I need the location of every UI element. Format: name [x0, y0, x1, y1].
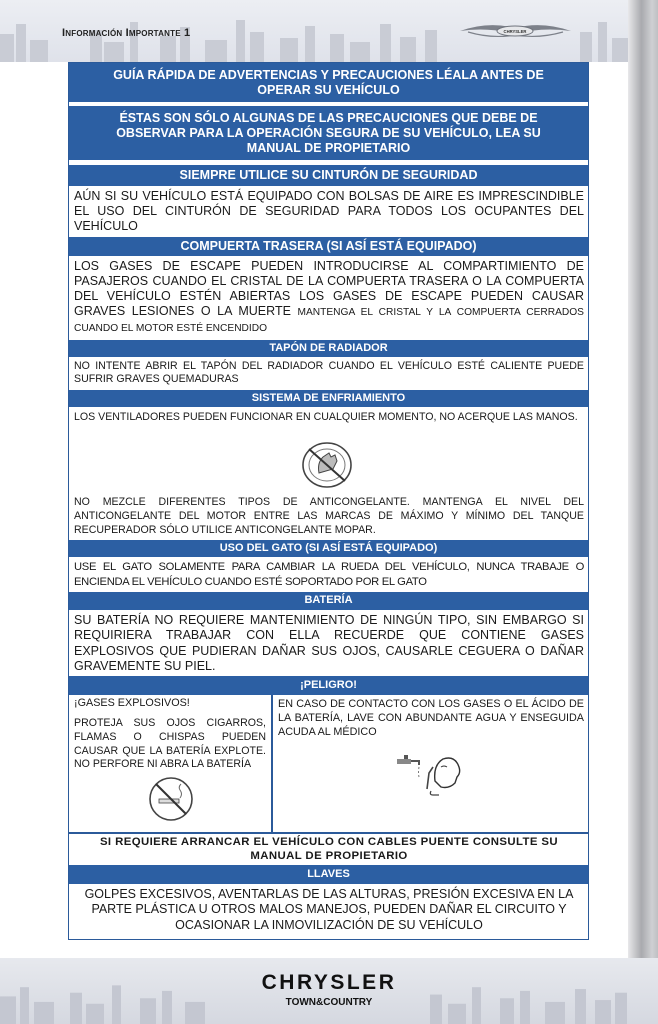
jack-title: USO DEL GATO (SI ASÍ ESTÁ EQUIPADO) — [69, 540, 588, 557]
cooling-text-fans: LOS VENTILADORES PUEDEN FUNCIONAR EN CUALQUIER MOMENTO, NO ACERQUE LAS MANOS. — [74, 411, 578, 423]
keys-text: GOLPES EXCESIVOS, AVENTARLAS DE LAS ALTURAS, PRESIÓN EXCESIVA EN LA PARTE PLÁSTICA U OTROS MALOS MANEJOS, PUEDEN DAÑAR EL CIRCUITO Y OCASIONAR LA INMOVILIZACIÓN DE SU VEHÍCULO — [84, 887, 574, 932]
tailgate-text-small: MANTENGA EL CRISTAL Y LA COMPUERTA CERRADOS CUANDO EL MOTOR ESTÉ ENCENDIDO — [74, 307, 584, 334]
footer-model: TOWN&COUNTRY — [285, 997, 373, 1008]
battery-text: SU BATERÍA NO REQUIERE MANTENIMIENTO DE NINGÚN TIPO, SIN EMBARGO SI REQUIRIERA TRABAJAR CON ELLA RECUERDE QUE CONTIENE GASES EXPLOSIVOS QUE PUDIERAN DAÑAR SUS OJOS, CAUSARLE CEGUERA O DAÑAR GRAVEMENTE SU PIEL. — [74, 613, 584, 674]
no-fan-hand-icon — [299, 439, 355, 491]
danger-column-divider — [271, 695, 273, 832]
seatbelt-text: AÚN SI SU VEHÍCULO ESTÁ EQUIPADO CON BOLSAS DE AIRE ES IMPRESCINDIBLE EL USO DEL CINTURÓN DE SEGURIDAD PARA TODOS LOS OCUPANTES DEL VEHÍCULO — [74, 189, 584, 233]
intro-banner: ÉSTAS SON SÓLO ALGUNAS DE LAS PRECAUCIONES QUE DEBE DE OBSERVAR PARA LA OPERACIÓN SEGURA DE SU VEHÍCULO, LEA SU MANUAL DE PROPIETARIO — [69, 106, 588, 160]
cooling-text-antifreeze: NO MEZCLE DIFERENTES TIPOS DE ANTICONGELANTE. MANTENGA EL NIVEL DEL ANTICONGELANTE DEL MOTOR ENTRE LAS MARCAS DE MÁXIMO Y MÍNIMO DEL TANQUE RECUPERADOR SÓLO UTILICE ANTICONGELANTE MOPAR. — [74, 496, 584, 536]
page-header — [0, 0, 658, 62]
chrysler-wing-logo — [458, 18, 573, 44]
tailgate-title: COMPUERTA TRASERA (SI ASÍ ESTÁ EQUIPADO) — [69, 237, 588, 256]
danger-left-text: PROTEJA SUS OJOS CIGARROS, FLAMAS O CHISPAS PUEDEN CAUSAR QUE LA BATERÍA EXPLOTE. NO PERFORE NI ABRA LA BATERÍA — [74, 717, 266, 771]
tailgate-text-main: LOS GASES DE ESCAPE PUEDEN INTRODUCIRSE AL COMPARTIMIENTO DE PASAJEROS CUANDO EL CRISTAL DE LA COMPUERTA TRASERA O LA COMPUERTA DEL VEHÍCULO ESTÉN ABIERTAS LOS GASES DE ESCAPE PUEDEN CAUSAR GRAVES LESIONES O LA MUERTE — [74, 259, 584, 319]
radiator-title: TAPÓN DE RADIADOR — [69, 340, 588, 357]
no-smoking-icon — [147, 775, 195, 823]
seatbelt-title: SIEMPRE UTILICE SU CINTURÓN DE SEGURIDAD — [69, 165, 588, 186]
jumpstart-text: SI REQUIERE ARRANCAR EL VEHÍCULO CON CABLES PUENTE CONSULTE SU MANUAL DE PROPIETARIO — [99, 836, 559, 863]
battery-title: BATERÍA — [69, 592, 588, 610]
radiator-text: NO INTENTE ABRIR EL TAPÓN DEL RADIADOR CUANDO EL VEHÍCULO ESTÉ CALIENTE PUEDE SUFRIR GRAVES QUEMADURAS — [74, 360, 584, 385]
danger-right-text: EN CASO DE CONTACTO CON LOS GASES O EL ÁCIDO DE LA BATERÍA, LAVE CON ABUNDANTE AGUA Y ENSEGUIDA ACUDA AL MÉDICO — [278, 698, 584, 739]
cooling-title: SISTEMA DE ENFRIAMIENTO — [69, 390, 588, 407]
warnings-panel — [68, 62, 589, 940]
page-footer — [0, 958, 658, 1024]
danger-bottom-rule — [69, 832, 588, 834]
eye-wash-icon — [395, 751, 467, 797]
footer-brand: CHRYSLER — [261, 971, 397, 994]
danger-left-heading: ¡GASES EXPLOSIVOS! — [74, 697, 190, 709]
header-logo-text: CHRYSLER — [503, 29, 527, 34]
keys-title: LLAVES — [69, 865, 588, 884]
tailgate-text — [74, 259, 584, 335]
header-title: Información Importante 1 — [62, 27, 191, 39]
jack-text: USE EL GATO SOLAMENTE PARA CAMBIAR LA RUEDA DEL VEHÍCULO, NUNCA TRABAJE O ENCIENDA EL VEHÍCULO CUANDO ESTÉ SOPORTADO POR EL GATO — [74, 561, 584, 588]
page-edge-bar — [628, 0, 658, 1024]
guide-title: GUÍA RÁPIDA DE ADVERTENCIAS Y PRECAUCIONES LÉALA ANTES DE OPERAR SU VEHÍCULO — [69, 63, 588, 102]
danger-title: ¡PELIGRO! — [69, 676, 588, 695]
